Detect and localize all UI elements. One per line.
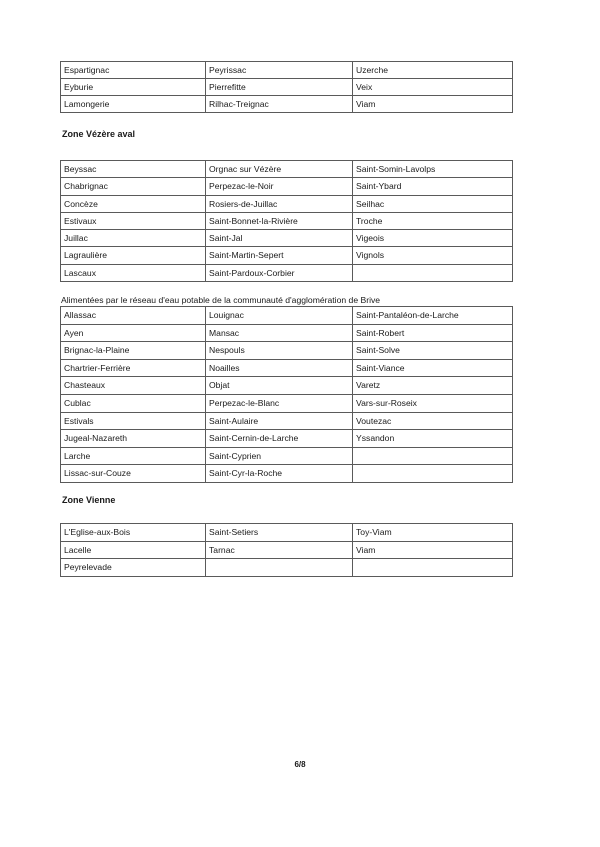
commune-cell: Lamongerie: [61, 96, 206, 113]
commune-cell: Larche: [61, 447, 206, 465]
commune-cell: Espartignac: [61, 62, 206, 79]
table-row: [61, 324, 513, 342]
commune-cell: Saint-Jal: [206, 230, 353, 247]
commune-cell: Saint-Aulaire: [206, 412, 353, 430]
commune-cell: Jugeal-Nazareth: [61, 430, 206, 448]
table-row: [61, 541, 513, 559]
commune-cell: Noailles: [206, 359, 353, 377]
table-row: [61, 195, 513, 212]
commune-cell: Toy-Viam: [353, 524, 513, 542]
commune-cell: Cublac: [61, 394, 206, 412]
commune-cell: Saint-Robert: [353, 324, 513, 342]
commune-cell: [353, 264, 513, 281]
table-row: [61, 62, 513, 79]
table-row: [61, 230, 513, 247]
commune-cell: Rosiers-de-Juillac: [206, 195, 353, 212]
commune-cell: Brignac-la-Plaine: [61, 342, 206, 360]
commune-cell: Seilhac: [353, 195, 513, 212]
commune-cell: Veix: [353, 79, 513, 96]
commune-cell: Viam: [353, 96, 513, 113]
commune-cell: Saint-Cyprien: [206, 447, 353, 465]
commune-cell: Saint-Bonnet-la-Rivière: [206, 212, 353, 229]
table-row: [61, 307, 513, 325]
commune-cell: Vigeois: [353, 230, 513, 247]
commune-cell: Peyrissac: [206, 62, 353, 79]
commune-cell: Saint-Cyr-la-Roche: [206, 465, 353, 483]
table-row: [61, 394, 513, 412]
commune-cell: Estivals: [61, 412, 206, 430]
commune-cell: Lacelle: [61, 541, 206, 559]
commune-cell: [353, 465, 513, 483]
commune-cell: Beyssac: [61, 161, 206, 178]
commune-cell: Vars-sur-Roseix: [353, 394, 513, 412]
table-row: [61, 359, 513, 377]
commune-cell: Uzerche: [353, 62, 513, 79]
zone-vienne-heading: Zone Vienne: [62, 495, 116, 505]
zone-vienne-table: [60, 523, 513, 577]
page-number: 6/8: [294, 760, 306, 769]
table-row: [61, 161, 513, 178]
commune-cell: Objat: [206, 377, 353, 395]
commune-cell: Viam: [353, 541, 513, 559]
commune-cell: Chartrier-Ferrière: [61, 359, 206, 377]
commune-cell: Saint-Pardoux-Corbier: [206, 264, 353, 281]
commune-cell: Allassac: [61, 307, 206, 325]
commune-cell: [353, 559, 513, 577]
commune-cell: L'Eglise-aux-Bois: [61, 524, 206, 542]
table-row: [61, 79, 513, 96]
table-row: [61, 212, 513, 229]
commune-cell: Ayen: [61, 324, 206, 342]
commune-cell: Yssandon: [353, 430, 513, 448]
commune-cell: [206, 559, 353, 577]
commune-cell: Varetz: [353, 377, 513, 395]
commune-cell: [353, 447, 513, 465]
zone-vezere-aval-table: [60, 160, 513, 282]
commune-cell: Lissac-sur-Couze: [61, 465, 206, 483]
commune-cell: Rilhac-Treignac: [206, 96, 353, 113]
brive-network-caption: Alimentées par le réseau d'eau potable de la communauté d'agglomération de Brive: [61, 295, 381, 305]
commune-cell: Louignac: [206, 307, 353, 325]
table-row: [61, 465, 513, 483]
commune-cell: Juillac: [61, 230, 206, 247]
table-row: [61, 559, 513, 577]
commune-cell: Saint-Cernin-de-Larche: [206, 430, 353, 448]
commune-cell: Saint-Martin-Sepert: [206, 247, 353, 264]
zone-vezere-aval-heading: Zone Vézère aval: [62, 129, 136, 139]
communes-table-continued: [60, 61, 513, 113]
commune-cell: Concèze: [61, 195, 206, 212]
commune-cell: Tarnac: [206, 541, 353, 559]
table-row: [61, 96, 513, 113]
commune-cell: Lagraulière: [61, 247, 206, 264]
commune-cell: Estivaux: [61, 212, 206, 229]
table-row: [61, 247, 513, 264]
commune-cell: Pierrefitte: [206, 79, 353, 96]
commune-cell: Saint-Somin-Lavolps: [353, 161, 513, 178]
commune-cell: Perpezac-le-Blanc: [206, 394, 353, 412]
commune-cell: Saint-Solve: [353, 342, 513, 360]
commune-cell: Chabrignac: [61, 178, 206, 195]
commune-cell: Saint-Setiers: [206, 524, 353, 542]
commune-cell: Eyburie: [61, 79, 206, 96]
table-row: [61, 524, 513, 542]
table-row: [61, 377, 513, 395]
brive-communes-table: [60, 306, 513, 483]
commune-cell: Peyrelevade: [61, 559, 206, 577]
table-row: [61, 342, 513, 360]
commune-cell: Voutezac: [353, 412, 513, 430]
table-row: [61, 264, 513, 281]
commune-cell: Perpezac-le-Noir: [206, 178, 353, 195]
table-row: [61, 430, 513, 448]
commune-cell: Saint-Ybard: [353, 178, 513, 195]
table-row: [61, 178, 513, 195]
commune-cell: Orgnac sur Vézère: [206, 161, 353, 178]
commune-cell: Saint-Pantaléon-de-Larche: [353, 307, 513, 325]
commune-cell: Saint-Viance: [353, 359, 513, 377]
commune-cell: Mansac: [206, 324, 353, 342]
commune-cell: Nespouls: [206, 342, 353, 360]
commune-cell: Lascaux: [61, 264, 206, 281]
commune-cell: Vignols: [353, 247, 513, 264]
table-row: [61, 412, 513, 430]
commune-cell: Chasteaux: [61, 377, 206, 395]
commune-cell: Troche: [353, 212, 513, 229]
table-row: [61, 447, 513, 465]
